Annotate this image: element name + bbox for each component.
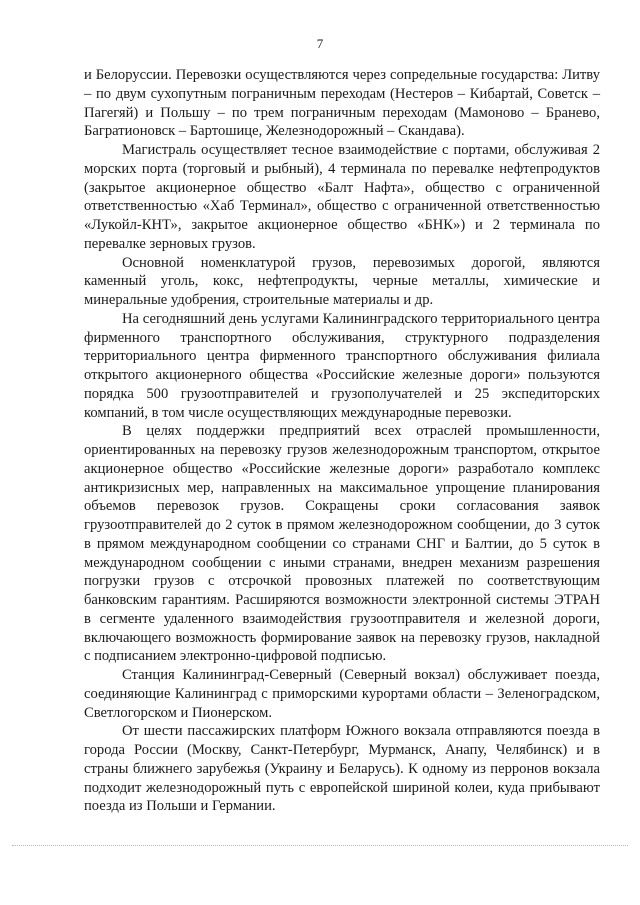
paragraph-ports-interaction: Магистраль осуществляет тесное взаимодействие с портами, обслуживая 2 морских порта (торговый и рыбный), 4 терминала по перевалке нефтепродуктов (закрытое акционерное общество «Балт Нафта», общество с ограниченной ответственностью «Хаб Терминал», общество с ограниченной ответственностью «Лукойл-КНТ», закрытое акционерное общество «БНК») и 2 терминала по перевалке зерновых грузов. [84,142,600,252]
scan-artifact-line [12,845,628,846]
paragraph-borders-continuation: и Белоруссии. Перевозки осуществляются через сопредельные государства: Литву – по двум сухопутным пограничным переходам (Нестеров – Кибартай, Советск – Пагегяй) и Польшу – по трем пограничным переходам (Мамоново – Бранево, Багратионовск – Бартошице, Железнодорожный – Скандава). [84,67,600,140]
page-number: 7 [316,36,324,51]
paragraph-cargo-nomenclature: Основной номенклатурой грузов, перевозимых дорогой, являются каменный уголь, кокс, нефтепродукты, черные металлы, химические и минеральные удобрения, строительные материалы и др. [84,254,600,308]
paragraph-north-station: Станция Калининград-Северный (Северный вокзал) обслуживает поезда, соединяющие Калининград с приморскими курортами области – Зеленоградском, Светлогорском и Пионерском. [84,667,600,721]
paragraph-anticrisis-measures: В целях поддержки предприятий всех отраслей промышленности, ориентированных на перевозку грузов железнодорожным транспортом, открытое акционерное общество «Российские железные дороги» разработало комплекс антикризисных мер, направленных на максимальное упрощение планирования объемов перевозок грузов. Сокращены сроки согласования заявок грузоотправителей до 2 суток в прямом железнодорожном сообщении, до 3 суток в прямом международном сообщении со странами СНГ и Балтии, до 5 суток в международном сообщении с иными странами, внедрен механизм разрешения погрузки грузов с отсрочкой провозных платежей по соответствующим банковским гарантиям. Расширяются возможности электронной системы ЭТРАН в сегменте удаленного взаимодействия грузоотправителя и железной дороги, включающего возможность формирование заявок на перевозку грузов, накладной с подписанием электронно-цифровой подписью. [84,423,600,665]
paragraph-south-station: От шести пассажирских платформ Южного вокзала отправляются поезда в города России (Москву, Санкт-Петербург, Мурманск, Анапу, Челябинск) и в страны ближнего зарубежья (Украину и Беларусь). К одному из перронов вокзала подходит железнодорожный путь с европейской шириной колеи, куда прибывают поезда из Польши и Германии. [84,723,600,815]
paragraph-service-center: На сегодняшний день услугами Калининградского территориального центра фирменного транспортного обслуживания, структурного подразделения территориального центра фирменного транспортного обслуживания филиала открытого акционерного общества «Российские железные дороги» пользуются порядка 500 грузоотправителей и грузополучателей и 25 экспедиторских компаний, в том числе осуществляющих международные перевозки. [84,310,600,421]
page-body [84,66,600,816]
